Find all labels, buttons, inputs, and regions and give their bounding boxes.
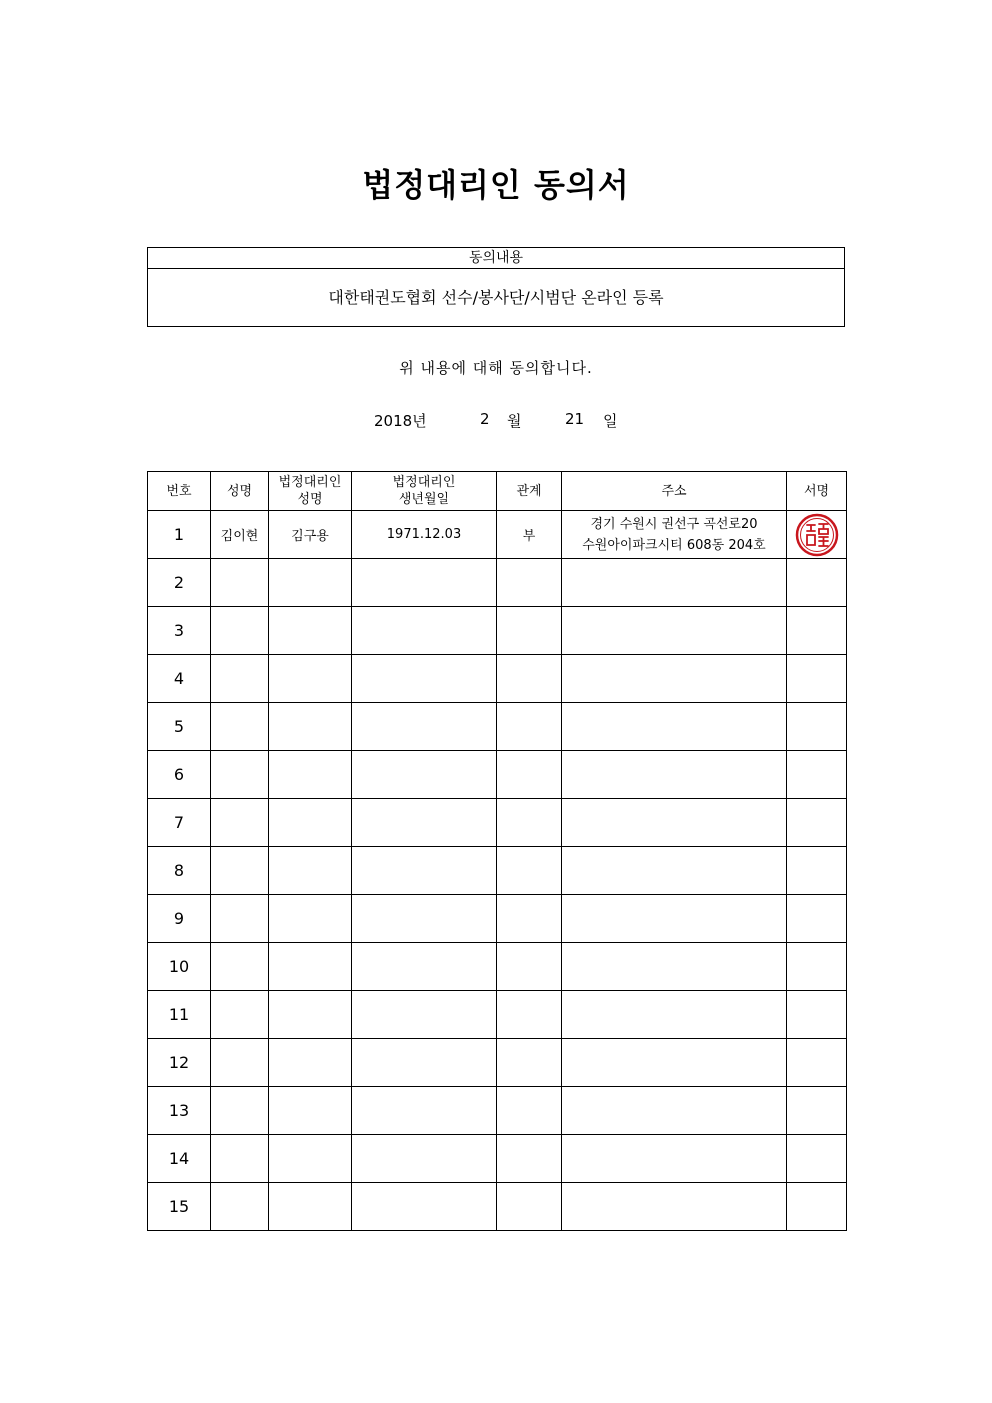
table-row (148, 655, 847, 703)
table-row (148, 703, 847, 751)
cell-signature (787, 1087, 847, 1135)
cell-signature (787, 1135, 847, 1183)
cell-signature (787, 559, 847, 607)
cell-rep-birth (352, 1183, 497, 1231)
document-title: 법정대리인 동의서 (362, 166, 630, 204)
seal-stamp-icon (795, 513, 839, 557)
cell-rep-name (269, 559, 352, 607)
cell-address (562, 559, 787, 607)
cell-address (562, 943, 787, 991)
cell-signature (787, 847, 847, 895)
cell-address (562, 511, 787, 559)
table-row (148, 1087, 847, 1135)
address-line-2: 수원아이파크시티 608동 204호 (582, 537, 766, 553)
cell-name (211, 943, 269, 991)
cell-rep-birth: 1971.12.03 (352, 511, 497, 559)
table-row (148, 1039, 847, 1087)
cell-rep-birth (352, 799, 497, 847)
cell-number: 4 (148, 655, 211, 703)
cell-rep-name (269, 799, 352, 847)
cell-rep-name (269, 1039, 352, 1087)
cell-rep-birth (352, 991, 497, 1039)
cell-name (211, 655, 269, 703)
cell-name (211, 703, 269, 751)
cell-number: 3 (148, 607, 211, 655)
cell-rep-birth (352, 1087, 497, 1135)
cell-number: 9 (148, 895, 211, 943)
cell-relation (497, 991, 562, 1039)
cell-signature (787, 799, 847, 847)
date-month-unit: 월 (507, 412, 522, 430)
cell-name (211, 751, 269, 799)
cell-number: 1 (148, 511, 211, 559)
date-year: 2018년 (374, 412, 427, 430)
cell-signature (787, 703, 847, 751)
cell-name (211, 1087, 269, 1135)
cell-name (211, 799, 269, 847)
cell-signature (787, 943, 847, 991)
header-rep-name (269, 472, 352, 511)
header-rep-birth-line1: 법정대리인 (392, 475, 456, 490)
header-address: 주소 (562, 472, 787, 511)
table-row (148, 559, 847, 607)
cell-signature (787, 511, 847, 559)
cell-number: 15 (148, 1183, 211, 1231)
cell-number: 8 (148, 847, 211, 895)
cell-signature (787, 1183, 847, 1231)
agreement-statement: 위 내용에 대해 동의합니다. (399, 359, 593, 377)
cell-rep-birth (352, 1039, 497, 1087)
cell-relation (497, 1135, 562, 1183)
roster-table (147, 471, 847, 1231)
cell-address (562, 895, 787, 943)
consent-header: 동의내용 (148, 248, 844, 269)
header-name: 성명 (211, 472, 269, 511)
cell-relation (497, 607, 562, 655)
cell-number: 6 (148, 751, 211, 799)
cell-rep-name (269, 1183, 352, 1231)
cell-relation (497, 847, 562, 895)
table-row (148, 991, 847, 1039)
cell-rep-birth (352, 847, 497, 895)
table-row (148, 847, 847, 895)
table-row (148, 1183, 847, 1231)
cell-signature (787, 1039, 847, 1087)
cell-name (211, 847, 269, 895)
cell-signature (787, 607, 847, 655)
cell-rep-birth (352, 751, 497, 799)
cell-rep-name (269, 1135, 352, 1183)
address-line-1: 경기 수원시 권선구 곡선로20 (590, 516, 758, 532)
date-month: 2 (480, 410, 490, 428)
cell-address (562, 655, 787, 703)
table-row (148, 607, 847, 655)
date-day: 21 (565, 410, 585, 428)
table-row (148, 943, 847, 991)
cell-number: 12 (148, 1039, 211, 1087)
consent-content-box (147, 247, 845, 327)
cell-rep-name (269, 991, 352, 1039)
cell-name (211, 1135, 269, 1183)
cell-address (562, 1039, 787, 1087)
cell-address (562, 991, 787, 1039)
cell-relation (497, 799, 562, 847)
cell-name (211, 1039, 269, 1087)
cell-rep-birth (352, 559, 497, 607)
cell-rep-birth (352, 943, 497, 991)
cell-relation (497, 655, 562, 703)
cell-rep-name (269, 943, 352, 991)
cell-relation (497, 703, 562, 751)
cell-address (562, 799, 787, 847)
cell-rep-birth (352, 655, 497, 703)
table-header-row (148, 472, 847, 511)
cell-relation (497, 1087, 562, 1135)
date-line (0, 410, 992, 432)
cell-address (562, 1087, 787, 1135)
cell-rep-birth (352, 607, 497, 655)
cell-name (211, 559, 269, 607)
cell-name (211, 607, 269, 655)
cell-number: 5 (148, 703, 211, 751)
cell-rep-name (269, 1087, 352, 1135)
table-row (148, 1135, 847, 1183)
cell-address (562, 1135, 787, 1183)
cell-relation (497, 1039, 562, 1087)
cell-signature (787, 751, 847, 799)
cell-signature (787, 895, 847, 943)
cell-rep-name (269, 655, 352, 703)
cell-address (562, 607, 787, 655)
cell-relation (497, 895, 562, 943)
cell-rep-name (269, 607, 352, 655)
cell-name (211, 895, 269, 943)
header-signature: 서명 (787, 472, 847, 511)
table-row (148, 895, 847, 943)
header-rep-birth-line2: 생년월일 (398, 492, 450, 507)
cell-number: 10 (148, 943, 211, 991)
cell-relation (497, 751, 562, 799)
cell-number: 7 (148, 799, 211, 847)
header-rep-name-line2: 성명 (297, 492, 323, 507)
cell-signature (787, 991, 847, 1039)
cell-relation: 부 (497, 511, 562, 559)
consent-body: 대한태권도협회 선수/봉사단/시범단 온라인 등록 (328, 288, 664, 307)
header-rep-name-line1: 법정대리인 (278, 475, 342, 490)
cell-number: 14 (148, 1135, 211, 1183)
cell-relation (497, 559, 562, 607)
cell-rep-name (269, 895, 352, 943)
cell-rep-birth (352, 703, 497, 751)
table-row (148, 511, 847, 559)
cell-rep-name (269, 847, 352, 895)
cell-name: 김이현 (211, 511, 269, 559)
cell-number: 13 (148, 1087, 211, 1135)
cell-rep-name (269, 751, 352, 799)
cell-number: 2 (148, 559, 211, 607)
cell-relation (497, 943, 562, 991)
cell-address (562, 1183, 787, 1231)
cell-rep-name: 김구용 (269, 511, 352, 559)
cell-signature (787, 655, 847, 703)
cell-relation (497, 1183, 562, 1231)
table-row (148, 799, 847, 847)
cell-address (562, 751, 787, 799)
header-rep-birth (352, 472, 497, 511)
cell-rep-birth (352, 1135, 497, 1183)
cell-rep-name (269, 703, 352, 751)
cell-address (562, 703, 787, 751)
header-number: 번호 (148, 472, 211, 511)
cell-number: 11 (148, 991, 211, 1039)
header-relation: 관계 (497, 472, 562, 511)
table-row (148, 751, 847, 799)
cell-rep-birth (352, 895, 497, 943)
cell-name (211, 991, 269, 1039)
cell-address (562, 847, 787, 895)
cell-name (211, 1183, 269, 1231)
date-day-unit: 일 (603, 412, 618, 430)
